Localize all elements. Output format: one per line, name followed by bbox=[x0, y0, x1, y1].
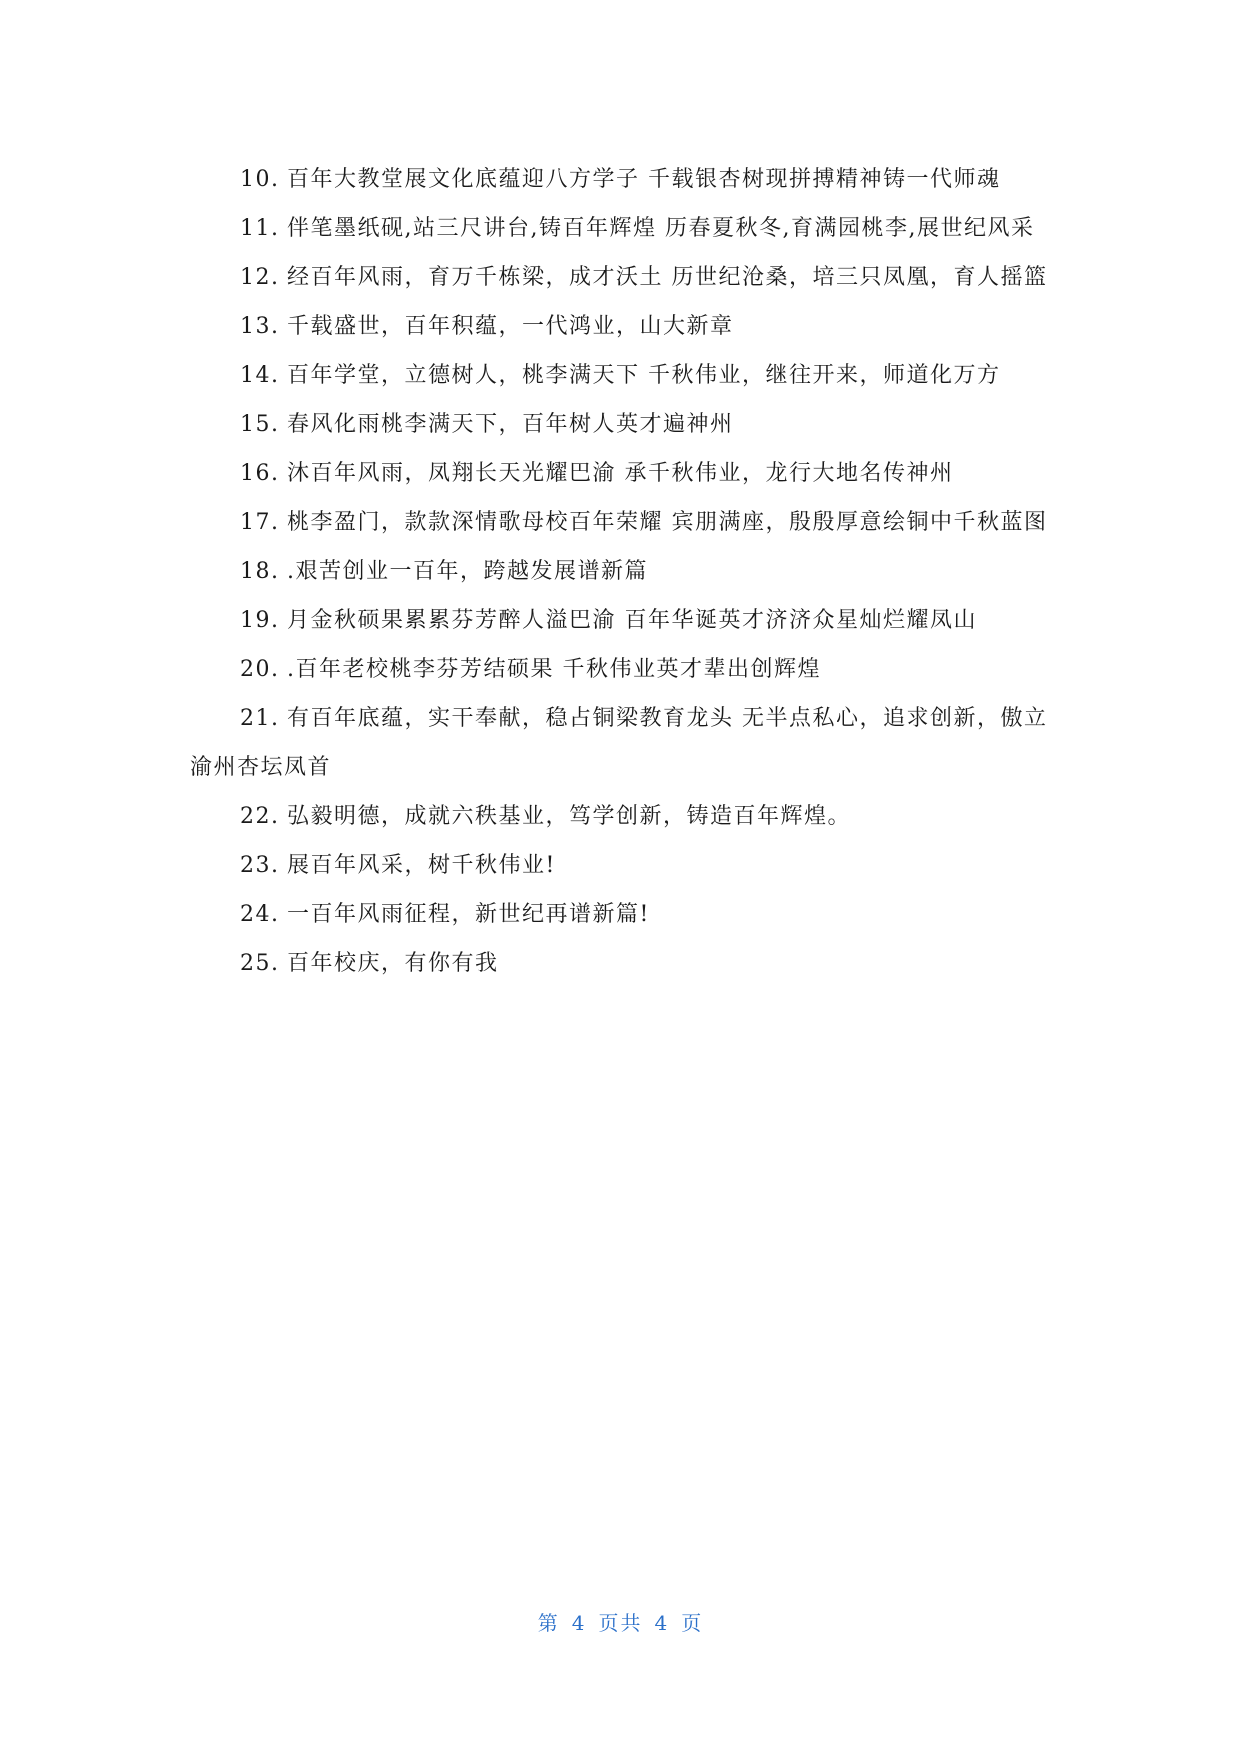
item-text: 弘毅明德，成就六秩基业，笃学创新，铸造百年辉煌。 bbox=[287, 804, 852, 829]
item-text: 春风化雨桃李满天下，百年树人英才遍神州 bbox=[287, 412, 734, 437]
list-item bbox=[190, 841, 1060, 890]
list-item bbox=[190, 890, 1060, 939]
item-text: 沐百年风雨，凤翔长天光耀巴渝 承千秋伟业，龙行大地名传神州 bbox=[287, 461, 954, 486]
list-item bbox=[190, 694, 1060, 792]
item-number: 10. bbox=[240, 167, 280, 192]
list-item bbox=[190, 596, 1060, 645]
item-text: .百年老校桃李芬芳结硕果 千秋伟业英才辈出创辉煌 bbox=[287, 657, 821, 682]
item-number: 16. bbox=[240, 461, 280, 486]
footer-suffix: 页 bbox=[681, 1611, 704, 1635]
list-content bbox=[190, 155, 1060, 988]
item-text: 百年大教堂展文化底蕴迎八方学子 千载银杏树现拼搏精神铸一代师魂 bbox=[287, 167, 1001, 192]
item-text: 经百年风雨，育万千栋梁，成才沃土 历世纪沧桑，培三只凤凰，育人摇篮 bbox=[287, 265, 1048, 290]
item-number: 12. bbox=[240, 265, 280, 290]
item-text: .艰苦创业一百年，跨越发展谱新篇 bbox=[287, 559, 648, 584]
item-text: 一百年风雨征程，新世纪再谱新篇! bbox=[287, 902, 650, 927]
footer-middle: 页共 bbox=[598, 1611, 643, 1635]
item-number: 15. bbox=[240, 412, 280, 437]
item-number: 18. bbox=[240, 559, 280, 584]
list-item bbox=[190, 155, 1060, 204]
item-number: 19. bbox=[240, 608, 280, 633]
list-item bbox=[190, 645, 1060, 694]
item-text: 月金秋硕果累累芬芳醉人溢巴渝 百年华诞英才济济众星灿烂耀凤山 bbox=[287, 608, 977, 633]
footer-prefix: 第 bbox=[537, 1611, 560, 1635]
item-text: 百年学堂，立德树人，桃李满天下 千秋伟业，继往开来，师道化万方 bbox=[287, 363, 1001, 388]
total-page-number: 4 bbox=[654, 1611, 670, 1635]
list-item bbox=[190, 400, 1060, 449]
list-item bbox=[190, 547, 1060, 596]
item-number: 21. bbox=[240, 706, 280, 731]
item-number: 14. bbox=[240, 363, 280, 388]
list-item bbox=[190, 302, 1060, 351]
item-text: 桃李盈门，款款深情歌母校百年荣耀 宾朋满座，殷殷厚意绘铜中千秋蓝图 bbox=[287, 510, 1048, 535]
item-number: 22. bbox=[240, 804, 280, 829]
current-page-number: 4 bbox=[571, 1611, 587, 1635]
list-item bbox=[190, 792, 1060, 841]
list-item bbox=[190, 939, 1060, 988]
page-footer bbox=[0, 1607, 1241, 1636]
item-number: 11. bbox=[240, 216, 280, 241]
item-number: 25. bbox=[240, 951, 280, 976]
item-number: 23. bbox=[240, 853, 280, 878]
list-item bbox=[190, 498, 1060, 547]
item-text: 百年校庆，有你有我 bbox=[287, 951, 499, 976]
item-number: 24. bbox=[240, 902, 280, 927]
list-item bbox=[190, 351, 1060, 400]
item-text: 千载盛世，百年积蕴，一代鸿业，山大新章 bbox=[287, 314, 734, 339]
list-item bbox=[190, 253, 1060, 302]
item-text: 有百年底蕴，实干奉献，稳占铜梁教育龙头 无半点私心，追求创新，傲立渝州杏坛凤首 bbox=[190, 706, 1048, 780]
item-text: 展百年风采，树千秋伟业! bbox=[287, 853, 556, 878]
item-number: 13. bbox=[240, 314, 280, 339]
list-item bbox=[190, 204, 1060, 253]
item-number: 20. bbox=[240, 657, 280, 682]
item-text: 伴笔墨纸砚,站三尺讲台,铸百年辉煌 历春夏秋冬,育满园桃李,展世纪风采 bbox=[287, 216, 1035, 241]
item-number: 17. bbox=[240, 510, 280, 535]
list-item bbox=[190, 449, 1060, 498]
